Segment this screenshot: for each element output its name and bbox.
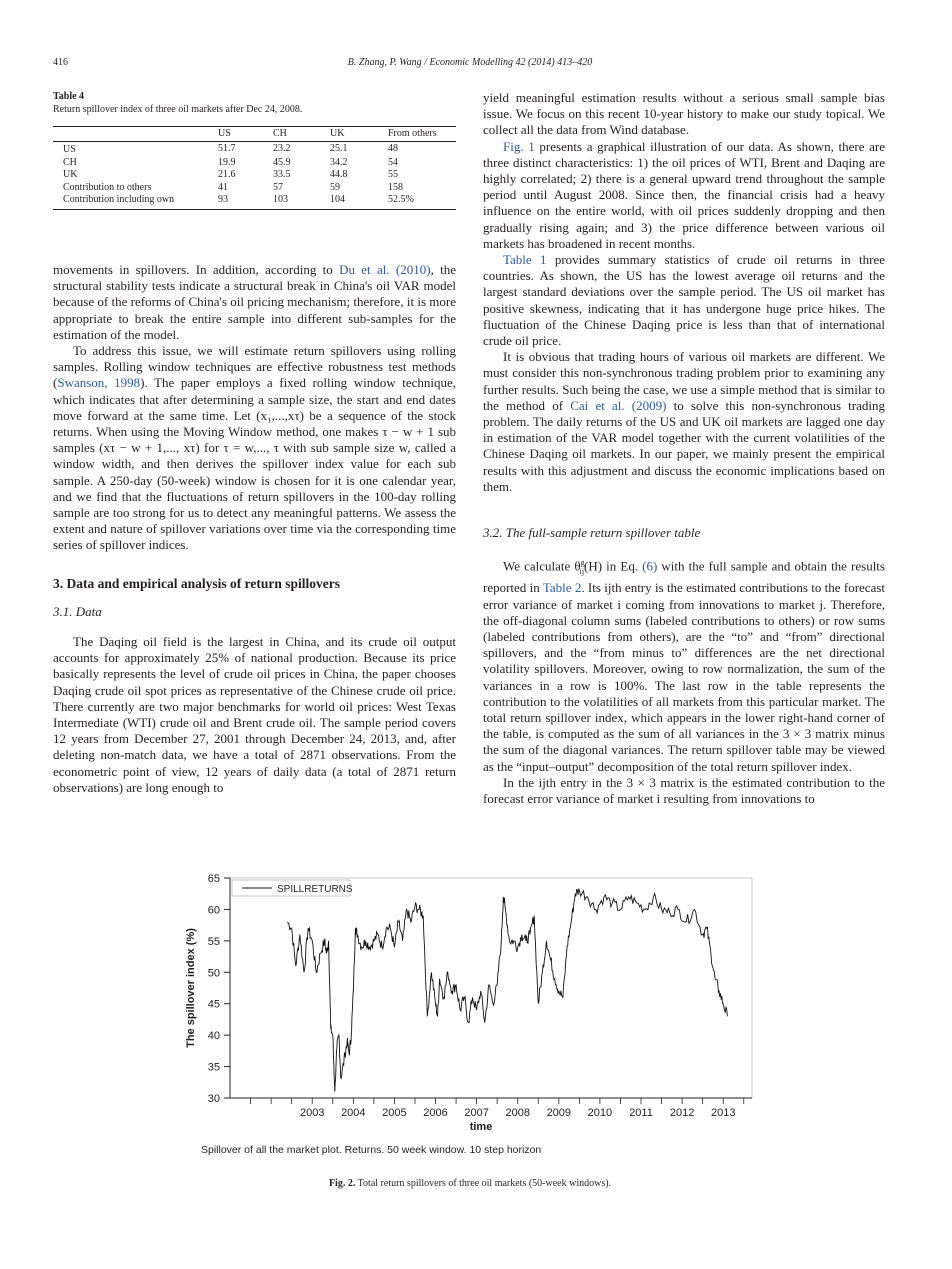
table-row	[53, 157, 456, 170]
figure-caption-text: Total return spillovers of three oil markets (50-week windows).	[355, 1178, 612, 1189]
citation-link[interactable]: Cai et al. (2009)	[570, 397, 667, 413]
left-column	[53, 262, 456, 796]
table-cell: 158	[388, 181, 403, 193]
table-cell: 44.8	[330, 169, 348, 180]
figure-2	[180, 868, 760, 1168]
text-run: To address this issue, we will estimate return spillovers using rolling samples. Rolling window techniques are effective robustness test methods (	[53, 343, 456, 391]
table-cell: 25.1	[330, 143, 348, 154]
right-column	[483, 90, 885, 807]
table-cell: 51.7	[218, 143, 236, 154]
math-subscript: ij	[579, 567, 585, 577]
text-run: (H) in Eq.	[584, 558, 643, 574]
table-cell: US	[63, 144, 76, 155]
text-run: It is obvious that trading hours of various oil markets are different. We must consider this non-synchronous trading problem prior to examining any further results. Such being the case, we use a simple method that is similar to the method of	[483, 349, 885, 413]
table-cell: 33.5	[273, 169, 291, 180]
table4-header-cell: CH	[273, 127, 330, 142]
y-axis-label: The spillover index (%)	[185, 928, 197, 1048]
paragraph: In the ijth entry in the 3 × 3 matrix is the estimated contribution to the forecast error variance of market i resulting from innovations to	[483, 774, 885, 807]
x-tick-label: 2008	[505, 1107, 530, 1119]
table4-caption: Return spillover index of three oil markets after Dec 24, 2008.	[53, 104, 303, 115]
table-row	[53, 169, 456, 182]
figure-caption	[53, 1178, 887, 1189]
equation-link[interactable]: (6)	[642, 558, 658, 574]
y-tick-label: 45	[207, 998, 220, 1011]
series-line	[288, 889, 728, 1092]
spillover-line-chart	[180, 868, 760, 1143]
plot-note: Spillover of all the market plot. Returns. 50 week window. 10 step horizon	[201, 1144, 542, 1156]
x-axis-label: time	[469, 1121, 493, 1133]
table-cell: 19.9	[218, 156, 236, 168]
text-run: We calculate θ	[503, 558, 581, 574]
table-cell: 57	[273, 181, 283, 193]
x-tick-label: 2004	[341, 1107, 366, 1119]
text-run: movements in spillovers. In addition, according to	[53, 262, 340, 277]
table-cell: 55	[388, 169, 398, 180]
paragraph	[483, 349, 885, 495]
text-run: ). The paper employs a fixed rolling window technique, which indicates that after determining a sample size, the start and end dates move forward at the same time. Let (x₁,...,xτ) be a sequence of the stock returns. When using the Moving Window method, one makes τ − w + 1 sub samples (xτ − w + 1,..., xτ) for τ = w,..., τ with sub sample size w, called a window width, and then derives the spillover index value for each sub sample. A 250-day (50-week) window is chosen for it is one calendar year, and we find that the fluctuations of return spillovers in the 100-day rolling sample are too strong for us to detect any meaningful patterns. We assess the extent and nature of spillover variations over time via the corresponding time series of spillover indices.	[53, 375, 457, 553]
y-tick-label: 50	[207, 967, 220, 980]
table-cell: 59	[330, 181, 340, 193]
figure-label: Fig. 2.	[328, 1178, 356, 1189]
x-tick-label: 2005	[382, 1107, 407, 1119]
x-tick-label: 2010	[587, 1107, 613, 1119]
table-row	[53, 142, 456, 157]
table-cell: 48	[388, 143, 398, 154]
page-number: 416	[53, 57, 68, 68]
subsection-heading: 3.2. The full-sample return spillover table	[483, 525, 701, 541]
table-cell: 23.2	[273, 143, 291, 154]
table-cell: 52.5%	[388, 194, 456, 209]
table-row	[53, 182, 456, 195]
table-cell: 45.9	[273, 156, 291, 168]
legend-label: SPILLRETURNS	[277, 884, 353, 895]
table-cell: CH	[63, 156, 77, 168]
text-run: , the structural stability tests indicate a structural break in China's oil VAR model because of the reforms of China's oil pricing mechanism; therefore, it is more appropriate to break the entire sample into different sub-samples for the estimation of the model.	[53, 262, 457, 342]
table4-header-cell: UK	[330, 127, 388, 142]
figure-link[interactable]: Fig. 1	[503, 138, 535, 154]
table4-header-cell: From others	[388, 127, 456, 142]
x-tick-label: 2003	[299, 1107, 325, 1119]
text-run: . Its ijth entry is the estimated contributions to the forecast error variance of market i coming from innovations to market j. Therefore, the off-diagonal column sums (labeled contributions to others) or row sums (labeled contributions from others), are the “to” and “from” directional spillovers, and the “from minus to” differences are the net directional volatility spillovers. Moreover, owing to row normalization, the sum of the variances in a row is 100%. The last row in the table represents the contribution to the volatilities of all markets from this particular market. The total return spillover index, which appears in the lower right-hand corner of the table, is computed as the sum of all variances in the 3 × 3 matrix minus the sum of the diagonal variances. The return spillover table may be viewed as the “input–output” decomposition of the total return spillover index.	[483, 580, 886, 774]
paragraph: The Daqing oil field is the largest in China, and its crude oil output accounts for approximately 25% of national production. Because its price basically represents the level of crude oil prices in China, the paper chooses Daqing crude oil spot prices as representative of the Chinese crude oil price. There currently are two major benchmarks for world oil prices: West Texas Intermediate (WTI) crude oil and Brent crude oil. The sample period covers 12 years from December 27, 2001 through December 24, 2013, and, after deleting non-match data, we have a total of 2871 observations. From the econometric point of view, 12 years of daily data (a total of 2871 return observations) are long enough to	[53, 634, 456, 795]
x-tick-label: 2009	[546, 1107, 572, 1119]
x-tick-label: 2013	[710, 1107, 736, 1119]
table-cell: UK	[63, 169, 78, 180]
table-cell: 41	[218, 181, 228, 193]
table4-label: Table 4	[53, 91, 85, 102]
paragraph	[53, 343, 456, 554]
table4	[53, 126, 456, 210]
plot-frame	[230, 878, 752, 1098]
y-tick-label: 60	[207, 904, 220, 917]
y-tick-label: 35	[207, 1061, 220, 1074]
table-cell: Contribution including own	[53, 194, 218, 209]
table4-header-row	[53, 127, 456, 142]
table-cell: Contribution to others	[63, 181, 152, 193]
table-cell: 103	[273, 194, 330, 209]
y-tick-label: 40	[207, 1030, 220, 1043]
citation-link[interactable]: Du et al. (2010)	[339, 262, 431, 277]
table-row	[53, 194, 456, 209]
y-tick-label: 30	[207, 1093, 220, 1105]
table-cell: 104	[330, 194, 388, 209]
text-run: with the full sample and obtain the results reported in	[483, 558, 885, 596]
table-cell: 54	[388, 156, 398, 168]
paragraph	[483, 139, 885, 252]
paragraph	[483, 555, 885, 775]
paragraph	[53, 262, 456, 343]
table-link[interactable]: Table 2	[542, 580, 582, 596]
x-tick-label: 2012	[669, 1107, 695, 1119]
subsection-heading: 3.1. Data	[53, 603, 102, 619]
paragraph: yield meaningful estimation results without a serious small sample bias issue. We focus on this recent 10-year history to make our study topical. We collect all the data from Wind database.	[483, 90, 885, 138]
table-cell: 21.6	[218, 169, 236, 180]
section-heading: 3. Data and empirical analysis of return spillovers	[53, 575, 341, 591]
table4-header-cell: US	[218, 127, 273, 142]
table-link[interactable]: Table 1	[503, 252, 547, 268]
table-cell: 93	[218, 194, 273, 209]
text-run: provides summary statistics of crude oil returns in three countries. As shown, the US has the lowest average oil returns and the largest standard deviations over the sample period. The US oil market has positive skewness, indicating that it has undergone huge price hikes. The fluctuation of the Chinese Daqing price is less than that of international crude oil price.	[483, 252, 885, 349]
text-run: to solve this non-synchronous trading problem. The daily returns of the US and UK oil markets are lagged one day in estimation of the VAR model together with the current volatilities of the Chinese Daqing oil markets. In our paper, we mainly present the empirical results with this adjustment and discuss the economic implications based on them.	[483, 397, 885, 494]
table-cell: 34.2	[330, 156, 348, 168]
y-tick-label: 55	[207, 935, 220, 948]
x-tick-label: 2006	[423, 1107, 448, 1119]
table4-caption-block	[53, 90, 302, 116]
y-tick-label: 65	[207, 873, 220, 885]
text-run: presents a graphical illustration of our data. As shown, there are three distinct characteristics: 1) the oil prices of WTI, Brent and Daqing are highly correlated; 2) there is a general upward trend throughout the sample period until August 2008. Since then, the financial crisis had a heavy influence on the entire world, with oil prices suddenly dropping and then gradually rising again; and 3) the price difference between various oil markets has broadened in recent months.	[483, 138, 885, 251]
x-tick-label: 2007	[464, 1107, 489, 1119]
paragraph	[483, 252, 885, 349]
table4-header-cell	[53, 127, 218, 142]
running-title: B. Zhang, P. Wang / Economic Modelling 42 (2014) 413–420	[347, 57, 593, 68]
x-tick-label: 2011	[629, 1107, 653, 1119]
math-superscript: g	[580, 558, 585, 568]
citation-link[interactable]: Swanson, 1998	[57, 375, 141, 391]
